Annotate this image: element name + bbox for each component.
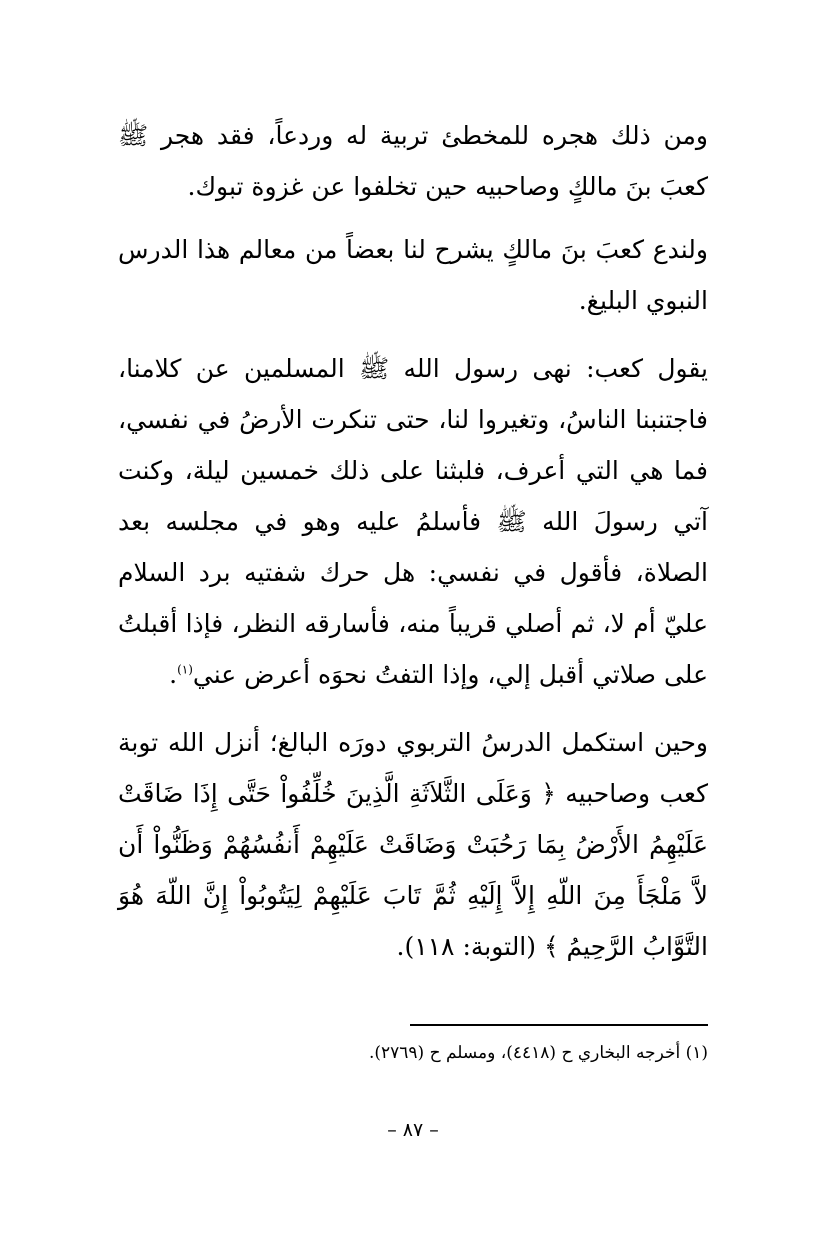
footnote-divider	[410, 1024, 708, 1026]
paragraph-1: ومن ذلك هجره للمخطئ تربية له وردعاً، فقد هجر ﷺ كعبَ بنَ مالكٍ وصاحبيه حين تخلفوا عن غزوة تبوك.	[118, 121, 708, 201]
page-number: – ٨٧ –	[387, 1119, 439, 1141]
paragraph-2: ولندع كعبَ بنَ مالكٍ يشرح لنا بعضاً من معالم هذا الدرس النبوي البليغ.	[118, 235, 708, 315]
paragraph-3-text: يقول كعب: نهى رسول الله ﷺ المسلمين عن كلامنا، فاجتنبنا الناسُ، وتغيروا لنا، حتى تنكرت الأرضُ في نفسي، فما هي التي أعرف، فلبثنا على ذلك خمسين ليلة، وكنت آتي رسولَ الله ﷺ فأسلمُ عليه وهو في مجلسه بعد الصلاة، فأقول في نفسي: هل حرك شفتيه برد السلام عليّ أم لا، ثم أصلي قريباً منه، فأسارقه النظر، فإذا أقبلتُ على صلاتي أقبل إلي، وإذا التفتُ نحوَه أعرض عني	[118, 354, 708, 689]
footnote-reference[interactable]: (١)	[177, 662, 193, 677]
paragraph-3-end: .	[169, 660, 178, 689]
footnote: (١) أخرجه البخاري ح (٤٤١٨)، ومسلم ح (٢٧٦٩).	[368, 1043, 708, 1063]
paragraph-4: وحين استكمل الدرسُ التربوي دورَه البالغ؛ أنزل الله توبة كعب وصاحبيه ﴿ وَعَلَى الثَّلاَثَةِ الَّذِينَ خُلِّفُواْ حَتَّى إِذَا ضَاقَتْ عَلَيْهِمُ الأَرْضُ بِمَا رَحُبَتْ وَضَاقَتْ عَلَيْهِمْ أَنفُسُهُمْ وَظَنُّواْ أَن لاَّ مَلْجَأَ مِنَ اللّهِ إِلاَّ إِلَيْهِ ثُمَّ تَابَ عَلَيْهِمْ لِيَتُوبُواْ إِنَّ اللّهَ هُوَ التَّوَّابُ الرَّحِيمُ ﴾ (التوبة: ١١٨).	[118, 728, 708, 961]
paragraph-3	[118, 343, 708, 700]
document-page	[118, 110, 708, 1150]
